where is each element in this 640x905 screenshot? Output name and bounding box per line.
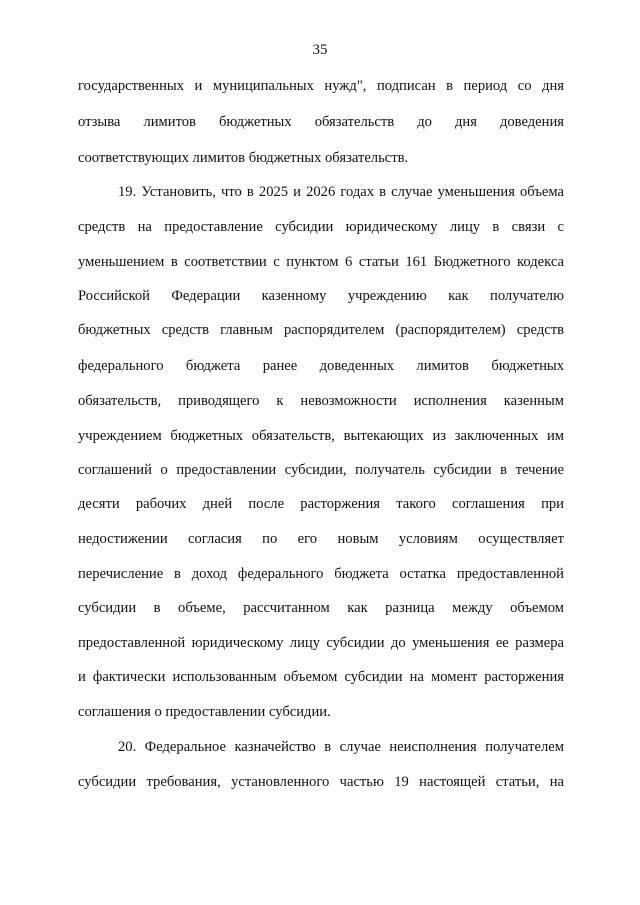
text-line: обязательств, приводящего к невозможности исполнения казенным [78,393,564,409]
text-line: предоставленной юридическому лицу субсидии до уменьшения ее размера [78,635,564,651]
text-line: бюджетных средств главным распорядителем (распорядителем) средств [78,322,564,338]
text-line: средств на предоставление субсидии юридическому лицу в связи с [78,219,564,235]
text-line: субсидии в объеме, рассчитанном как разница между объемом [78,600,564,616]
text-line: соглашений о предоставлении субсидии, получатель субсидии в течение [78,462,564,478]
text-line: отзыва лимитов бюджетных обязательств до дня доведения [78,114,564,130]
text-line: Российской Федерации казенному учреждению как получателю [78,288,564,304]
paragraph-19-first-line: 19. Установить, что в 2025 и 2026 годах в случае уменьшения объема [118,184,564,200]
text-line: перечисление в доход федерального бюджета остатка предоставленной [78,566,564,582]
text-line: федерального бюджета ранее доведенных лимитов бюджетных [78,358,564,374]
text-line: учреждением бюджетных обязательств, вытекающих из заключенных им [78,428,564,444]
paragraph-20-first-line: 20. Федеральное казначейство в случае неисполнения получателем [118,739,564,755]
text-line: и фактически использованным объемом субсидии на момент расторжения [78,669,564,685]
text-line: субсидии требования, установленного частью 19 настоящей статьи, на [78,774,564,790]
text-line: соглашения о предоставлении субсидии. [78,704,331,720]
text-line: государственных и муниципальных нужд", подписан в период со дня [78,78,564,94]
text-line: десяти рабочих дней после расторжения такого соглашения при [78,496,564,512]
text-line: соответствующих лимитов бюджетных обязательств. [78,150,409,166]
text-line: недостижении согласия по его новым условиям осуществляет [78,531,564,547]
text-line: уменьшением в соответствии с пунктом 6 статьи 161 Бюджетного кодекса [78,254,564,270]
page-number: 35 [312,42,328,58]
